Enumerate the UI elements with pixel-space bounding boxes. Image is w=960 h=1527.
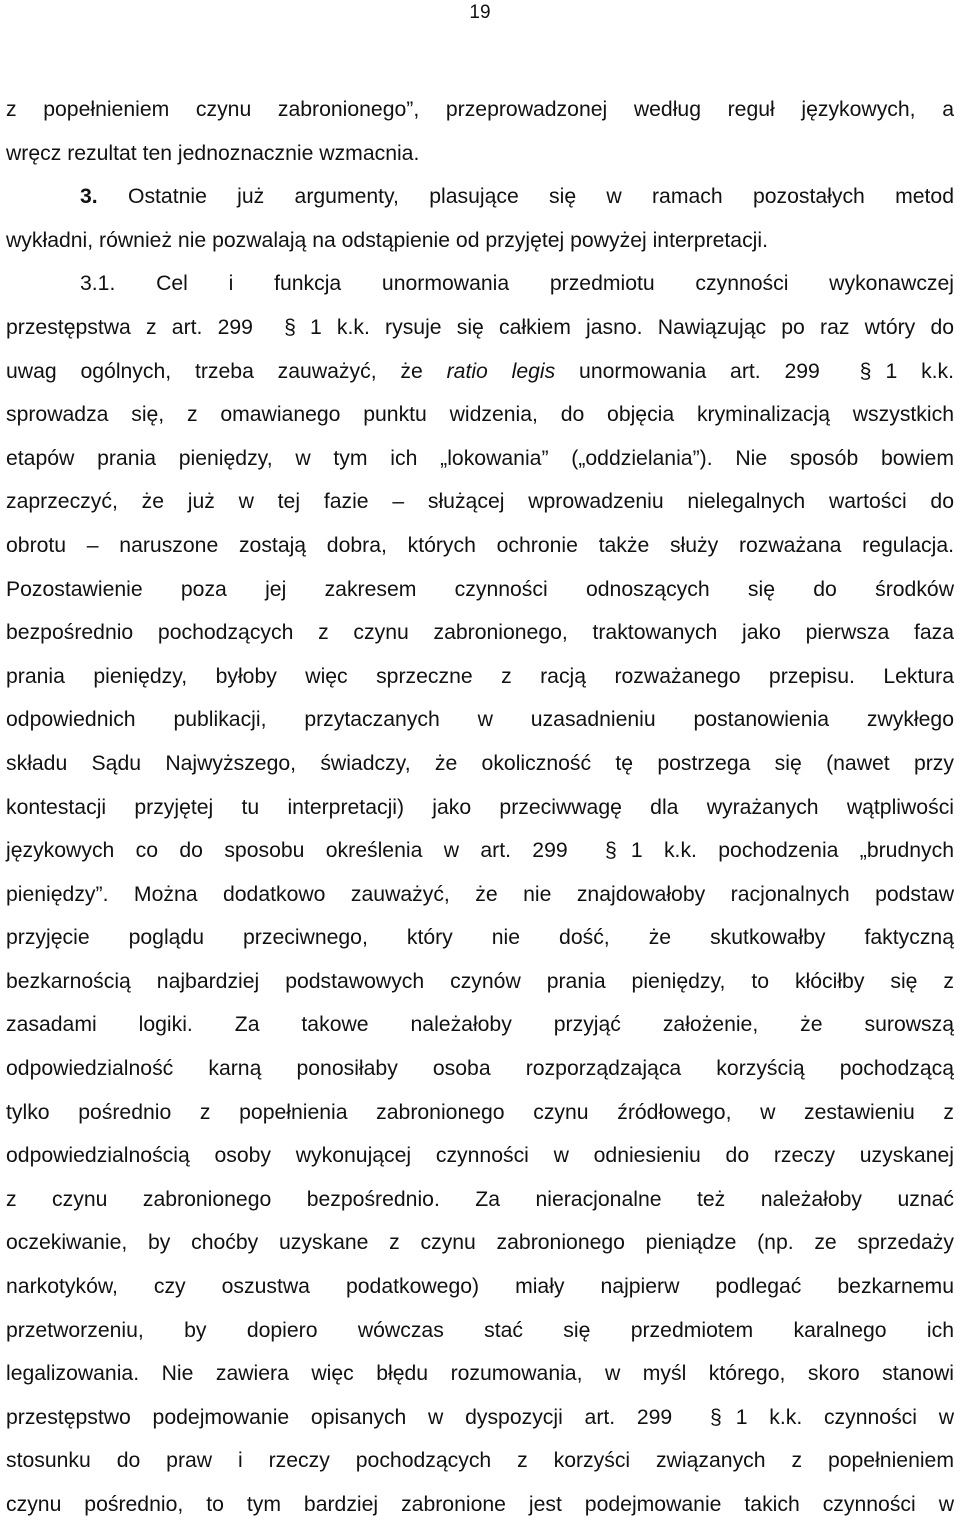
text-line: stosunku do praw i rzeczy pochodzących z korzyści związanych z popełnieniem — [6, 1449, 954, 1473]
text-line: obrotu – naruszone zostają dobra, których ochronie także służy rozważana regulacja. — [6, 533, 954, 557]
text-line: wręcz rezultat ten jednoznacznie wzmacnia. — [6, 141, 420, 165]
text-line: pieniędzy”. Można dodatkowo zauważyć, że nie znajdowałoby racjonalnych podstaw — [6, 882, 954, 906]
text-line: tylko pośrednio z popełnienia zabronionego czynu źródłowego, w zestawieniu z — [6, 1100, 954, 1124]
text-line: Pozostawienie poza jej zakresem czynności odnoszących się do środków — [6, 577, 954, 601]
text-line: odpowiednich publikacji, przytaczanych w uzasadnieniu postanowienia zwykłego — [6, 708, 954, 732]
text-line: z czynu zabronionego bezpośrednio. Za nieracjonalne też należałoby uznać — [6, 1187, 954, 1211]
section-sign: § — [605, 839, 617, 863]
text-line: składu Sądu Najwyższego, świadczy, że okoliczność tę postrzega się (nawet przy — [6, 751, 954, 775]
section-sign: § — [859, 359, 872, 383]
text-line: przestępstwo podejmowanie opisanych w dyspozycji art. 299 § 1 k.k. czynności w — [6, 1396, 954, 1440]
text-line: legalizowania. Nie zawiera więc błędu rozumowania, w myśl którego, skoro stanowi — [6, 1362, 954, 1386]
text-line: sprowadza się, z omawianego punktu widzenia, do objęcia kryminalizacją wszystkich — [6, 403, 954, 427]
ratio-legis: ratio legis — [446, 359, 556, 383]
section-sign: § — [284, 315, 296, 339]
text-line: czynu pośrednio, to tym bardziej zabronione jest podejmowanie takich czynności w — [6, 1493, 954, 1516]
section-number: 3.1. — [80, 272, 116, 296]
text-line: kontestacji przyjętej tu interpretacji) jako przeciwwagę dla wyrażanych wątpliwości — [6, 795, 954, 819]
text-line: bezpośrednio pochodzących z czynu zabronionego, traktowanych jako pierwsza faza — [6, 621, 954, 645]
text-line: uwag ogólnych, trzeba zauważyć, że ratio legis unormowania art. 299 § 1 k.k. — [6, 350, 954, 394]
text-line: bezkarnością najbardziej podstawowych czynów prania pieniędzy, to kłóciłby się z — [6, 969, 954, 993]
text-line: wykładni, również nie pozwalają na odstąpienie od przyjętej powyżej interpretacji. — [6, 228, 768, 252]
text-line: odpowiedzialnością osoby wykonującej czynności w odniesieniu do rzeczy uzyskanej — [6, 1144, 954, 1168]
text-line: etapów prania pieniędzy, w tym ich „lokowania” („oddzielania”). Nie sposób bowiem — [6, 446, 954, 470]
text-line: prania pieniędzy, byłoby więc sprzeczne z racją rozważanego przepisu. Lektura — [6, 664, 954, 688]
text-line: oczekiwanie, by choćby uzyskane z czynu zabronionego pieniądze (np. ze sprzedaży — [6, 1231, 954, 1255]
text-line: narkotyków, czy oszustwa podatkowego) miały najpierw podlegać bezkarnemu — [6, 1275, 954, 1299]
text-line: zasadami logiki. Za takowe należałoby przyjąć założenie, że surowszą — [6, 1013, 954, 1037]
section-heading-3: 3. Ostatnie już argumenty, plasujące się w ramach pozostałych metod — [80, 185, 955, 209]
text-line: przetworzeniu, by dopiero wówczas stać się przedmiotem karalnego ich — [6, 1318, 954, 1342]
section-heading-3-1: 3.1. Cel i funkcja unormowania przedmiotu czynności wykonawczej — [80, 272, 954, 296]
section-number: 3. — [80, 185, 98, 209]
text-line: językowych co do sposobu określenia w art. 299 § 1 k.k. pochodzenia „brudnych — [6, 829, 954, 873]
document-body — [6, 88, 954, 1527]
section-sign: § — [709, 1405, 722, 1429]
text-line: przyjęcie poglądu przeciwnego, który nie dość, że skutkowałby faktyczną — [6, 926, 954, 950]
page-number: 19 — [469, 2, 491, 23]
text-line: zaprzeczyć, że już w tej fazie – służącej wprowadzeniu nielegalnych wartości do — [6, 490, 954, 514]
text-line: przestępstwa z art. 299 § 1 k.k. rysuje się całkiem jasno. Nawiązując po raz wtóry do — [6, 306, 954, 350]
text-line: odpowiedzialność karną ponosiłaby osoba rozporządzająca korzyścią pochodzącą — [6, 1057, 954, 1081]
text-line: z popełnieniem czynu zabronionego”, przeprowadzonej według reguł językowych, a — [6, 98, 954, 121]
